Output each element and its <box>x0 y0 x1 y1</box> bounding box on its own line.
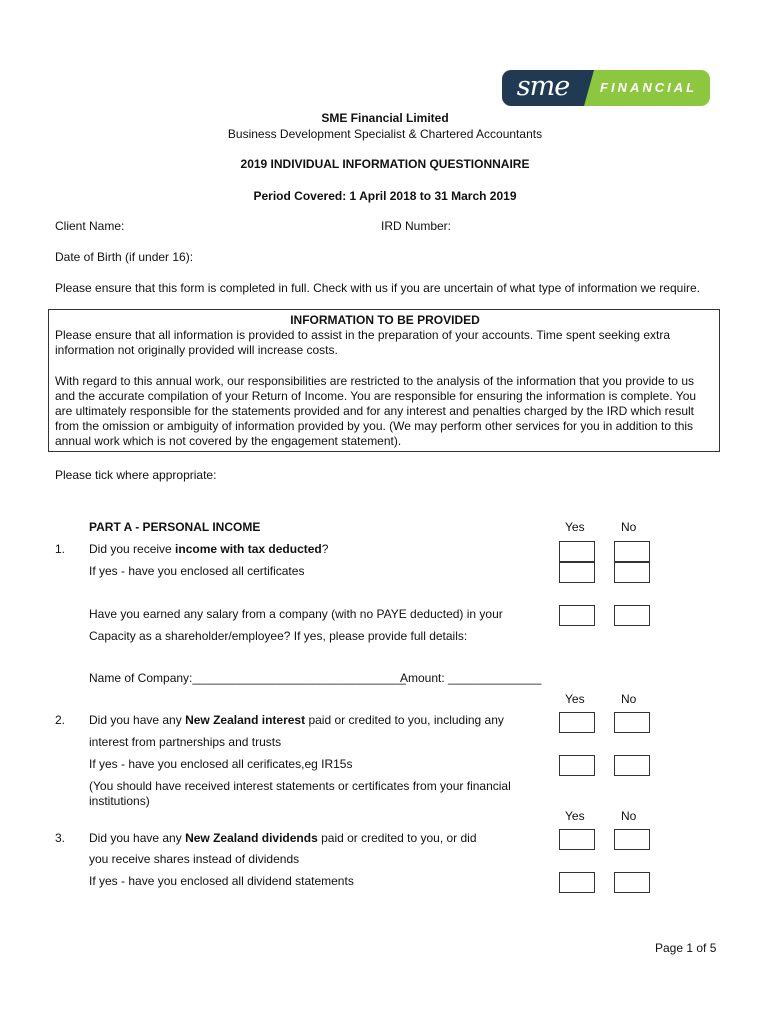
client-name-label: Client Name: <box>55 219 125 233</box>
question-3-text: Did you have any New Zealand dividends paid or credited to you, or did <box>89 831 477 845</box>
question-3-line-2: you receive shares instead of dividends <box>89 852 300 866</box>
amount-field[interactable]: Amount: ______________ <box>400 671 542 685</box>
logo-financial-text: FINANCIAL <box>594 70 710 106</box>
tick-instruction: Please tick where appropriate: <box>55 468 217 482</box>
yes-header: Yes <box>565 520 585 534</box>
info-box-heading: INFORMATION TO BE PROVIDED <box>290 313 480 327</box>
salary-question-line-1: Have you earned any salary from a company (with no PAYE deducted) in your <box>89 607 503 621</box>
yes-header-q2: Yes <box>565 692 585 706</box>
no-header: No <box>621 520 637 534</box>
question-1-number: 1. <box>55 542 66 556</box>
q1-yes-checkbox[interactable] <box>559 541 595 562</box>
q3-statements-yes-checkbox[interactable] <box>559 872 595 893</box>
part-a-heading: PART A - PERSONAL INCOME <box>89 520 261 534</box>
no-header-q2: No <box>621 692 637 706</box>
question-2-line-2: interest from partnerships and trusts <box>89 735 282 749</box>
ird-number-label: IRD Number: <box>381 219 452 233</box>
q1-certificates-yes-checkbox[interactable] <box>559 562 595 583</box>
company-name: SME Financial Limited <box>321 111 449 125</box>
salary-yes-checkbox[interactable] <box>559 605 595 626</box>
question-2-text: Did you have any New Zealand interest paid or credited to you, including any <box>89 713 504 727</box>
page-number: Page 1 of 5 <box>655 941 717 955</box>
completion-instruction: Please ensure that this form is completed in full. Check with us if you are uncertain of what type of information we require. <box>55 281 700 295</box>
salary-question-line-2: Capacity as a shareholder/employee? If yes, please provide full details: <box>89 629 468 643</box>
q2-certificates-no-checkbox[interactable] <box>614 755 650 776</box>
q2-certificates-yes-checkbox[interactable] <box>559 755 595 776</box>
q3-no-checkbox[interactable] <box>614 829 650 850</box>
period-covered: Period Covered: 1 April 2018 to 31 March 2019 <box>253 189 517 203</box>
sme-financial-logo <box>502 70 710 106</box>
yes-header-q3: Yes <box>565 809 585 823</box>
question-1-text: Did you receive income with tax deducted? <box>89 542 329 556</box>
q2-no-checkbox[interactable] <box>614 712 650 733</box>
question-2-number: 2. <box>55 713 66 727</box>
info-box-paragraph-1: Please ensure that all information is provided to assist in the preparation of your accounts. Time spent seeking extra information not originally provided will increase costs. <box>55 328 670 357</box>
info-box-paragraph-2: With regard to this annual work, our responsibilities are restricted to the analysis of the information that you provide to us and the accurate compilation of your Return of Income. You are responsible for ensuring the information is complete. You are ultimately responsible for the statements provided and for any interest and penalties charged by the IRD which result from the omission or ambiguity of information provided by you. (We may perform other services for you in addition to this annual work which is not covered by the engagement statement). <box>55 374 697 448</box>
question-3-number: 3. <box>55 831 66 845</box>
q3-statements-no-checkbox[interactable] <box>614 872 650 893</box>
logo-sme-text: sme <box>502 70 584 106</box>
date-of-birth-label: Date of Birth (if under 16): <box>55 250 194 264</box>
q1-no-checkbox[interactable] <box>614 541 650 562</box>
salary-no-checkbox[interactable] <box>614 605 650 626</box>
logo-divider <box>584 70 594 106</box>
q2-yes-checkbox[interactable] <box>559 712 595 733</box>
company-tagline: Business Development Specialist & Chartered Accountants <box>227 127 543 141</box>
q1-certificates-no-checkbox[interactable] <box>614 562 650 583</box>
no-header-q3: No <box>621 809 637 823</box>
company-name-field[interactable]: Name of Company:________________________________ <box>89 671 406 685</box>
question-3-line-3: If yes - have you enclosed all dividend statements <box>89 874 354 888</box>
question-2-line-3: If yes - have you enclosed all cerificates,eg IR15s <box>89 757 353 771</box>
form-title: 2019 INDIVIDUAL INFORMATION QUESTIONNAIRE <box>240 157 530 171</box>
question-2-line-5: institutions) <box>89 794 150 808</box>
q3-yes-checkbox[interactable] <box>559 829 595 850</box>
question-1-sub: If yes - have you enclosed all certificates <box>89 564 305 578</box>
question-2-line-4: (You should have received interest statements or certificates from your financial <box>89 779 511 793</box>
